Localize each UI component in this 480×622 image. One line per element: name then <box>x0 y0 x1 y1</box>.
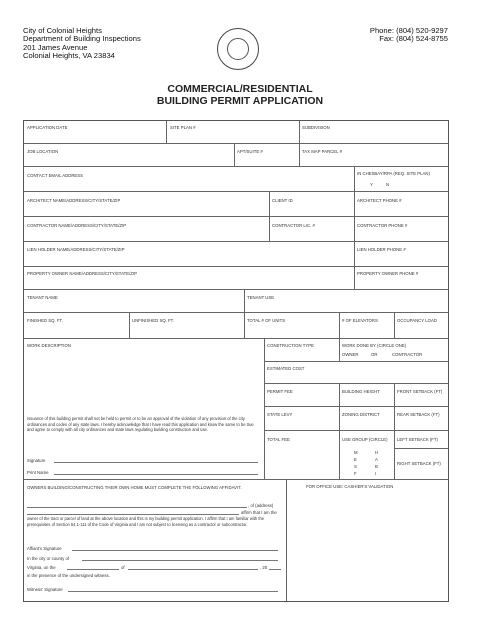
owner-label: PROPERTY OWNER NAME/ADDRESS/CITY/STATE/ZIP <box>27 271 137 276</box>
left-setback-label: LEFT SETBACK (FT) <box>397 437 438 442</box>
affidavit-heading: OWNERS BUILDING/CONSTRUCTING THEIR OWN HOME MUST COMPLETE THE FOLLOWING AFFIDAVIT. <box>27 485 242 490</box>
use-group-a[interactable]: A <box>375 457 378 462</box>
finished-sqft-label: FINISHED SQ. FT. <box>27 318 63 323</box>
department-name: Department of Building Inspections <box>23 34 141 44</box>
witness-signature-label: Witness' Signature <box>27 587 63 592</box>
contact-email-label: CONTACT EMAIL ADDRESS <box>27 173 84 178</box>
work-done-owner[interactable]: OWNER <box>342 352 359 357</box>
work-description-label: WORK DESCRIPTION <box>27 343 71 348</box>
application-date-label: APPLICATION DATE <box>27 125 68 130</box>
client-id-label: CLIENT ID <box>272 198 293 203</box>
form-title-line1: COMMERCIAL/RESIDENTIAL <box>167 83 313 95</box>
permit-fee-label: PERMIT FEE <box>267 389 293 394</box>
use-group-m[interactable]: M <box>354 450 358 455</box>
zoning-label: ZONING DISTRICT <box>342 412 380 417</box>
total-fee-label: TOTAL FEE <box>267 437 290 442</box>
street-address: 201 James Avenue <box>23 42 88 52</box>
use-group-i[interactable]: I <box>375 471 377 476</box>
front-setback-label: FRONT SETBACK (FT) <box>397 389 443 394</box>
presence-label: in the presence of the undersigned witness. <box>27 573 110 578</box>
virginia-on-label: Virginia, on the <box>27 565 56 570</box>
use-group-s[interactable]: S <box>354 464 357 469</box>
city-state-zip: Colonial Heights, VA 23834 <box>23 51 115 61</box>
city-seal-logo <box>217 28 259 70</box>
owner-phone-label: PROPERTY OWNER PHONE # <box>357 271 419 276</box>
form-title-line2: BUILDING PERMIT APPLICATION <box>156 95 324 107</box>
total-units-label: TOTAL # OF UNITS <box>247 318 286 323</box>
lien-holder-label: LIEN HOLDER NAME/ADDRESS/CITY/STATE/ZIP <box>27 247 125 252</box>
fax-number: Fax: (804) 524-8755 <box>379 34 448 44</box>
architect-phone-label: ARCHITECT PHONE # <box>357 198 402 203</box>
affirm-label: affirm that I am the <box>241 510 277 515</box>
work-done-by-label: WORK DONE BY (CIRCLE ONE) <box>342 343 407 348</box>
affidavit-address-line[interactable] <box>27 514 239 515</box>
use-group-e[interactable]: E <box>354 457 357 462</box>
permit-statement: Issuance of this building permit shall not be held to permit or to be an approval of the violation of any provision of the city ordinances and codes of any state laws. I hereby acknowledge that I have read this application and know the same to be true and agree to comply with all city ordinances and state laws regulating building construction and use. <box>27 416 254 433</box>
tax-map-label: TAX MAP PARCEL # <box>302 149 342 154</box>
tenant-name-label: TENANT NAME <box>27 295 58 300</box>
apt-suite-label: APT/SUITE # <box>237 149 263 154</box>
of-address-label: , of (address) <box>248 503 274 508</box>
unfinished-sqft-label: UNFINISHED SQ. FT. <box>132 318 175 323</box>
contact-numbers <box>370 27 448 44</box>
signature-line[interactable] <box>54 462 258 463</box>
work-done-contractor[interactable]: CONTRACTOR <box>392 352 423 357</box>
of-label: of <box>121 565 125 570</box>
subdivision-label: SUBDIVISION <box>302 125 330 130</box>
signature-label: Signature <box>27 458 46 463</box>
witness-signature-line[interactable] <box>68 591 278 592</box>
year-label: , 20 <box>260 565 268 570</box>
office-use-label: FOR OFFICE USE: CASHIER'S VALIDATION <box>306 484 394 489</box>
print-name-line[interactable] <box>54 474 258 475</box>
print-name-label: Print Name <box>27 470 49 475</box>
work-done-or: OR <box>371 352 378 357</box>
right-setback-label: RIGHT SETBACK (FT) <box>397 461 441 466</box>
use-group-h[interactable]: H <box>375 450 379 455</box>
site-plan-label: SITE PLAN # <box>170 125 196 130</box>
building-height-label: BUILDING HEIGHT <box>342 389 380 394</box>
elevators-label: # OF ELEVATORS <box>342 318 378 323</box>
use-group-b[interactable]: B <box>375 464 378 469</box>
contractor-lic-label: CONTRACTOR LIC. # <box>272 223 315 228</box>
department-address <box>23 27 141 61</box>
occupancy-label: OCCUPANCY LOAD <box>397 318 437 323</box>
affidavit-name-line[interactable] <box>27 507 247 508</box>
tenant-use-label: TENANT USE <box>247 295 275 300</box>
year-line[interactable] <box>269 569 281 570</box>
use-group-f[interactable]: F <box>354 471 357 476</box>
phone-number: Phone: (804) 520-9297 <box>369 26 448 35</box>
city-name: City of Colonial Heights <box>23 26 102 35</box>
day-line[interactable] <box>67 569 119 570</box>
city-county-label: In the city or county of <box>27 556 70 561</box>
lien-phone-label: LIEN HOLDER PHONE # <box>357 247 406 252</box>
affiant-signature-line[interactable] <box>72 550 278 551</box>
architect-label: ARCHITECT NAME/ADDRESS/CITY/STATE/ZIP <box>27 198 121 203</box>
use-group-label: USE GROUP (CIRCLE) <box>342 437 388 442</box>
state-levy-label: STATE LEVY <box>267 412 293 417</box>
city-county-line[interactable] <box>82 560 278 561</box>
job-location-label: JOB LOCATION <box>27 149 59 154</box>
estimated-cost-label: ESTIMATED COST <box>267 366 305 371</box>
affiant-signature-label: Affiant's Signature <box>27 546 62 551</box>
chesbay-yes[interactable]: Y <box>370 182 373 187</box>
chesbay-no[interactable]: N <box>386 182 390 187</box>
contractor-phone-label: CONTRACTOR PHONE # <box>357 223 408 228</box>
rear-setback-label: REAR SETBACK (FT) <box>397 412 440 417</box>
permit-form <box>23 120 449 602</box>
chesbay-label: IN CHESBAY/RPA (REQ. SITE PLAN) <box>357 171 430 176</box>
affidavit-text: owner of the tract or parcel of land at the above location and this is my building permit application. I affirm that I am familiar with the prerequisites of Section 54.1-111 of the Code of Virginia and I am not subject to licensing as a contractor or subcontractor. <box>27 516 265 527</box>
construction-type-label: CONSTRUCTION TYPE <box>267 343 314 348</box>
contractor-label: CONTRACTOR NAME/ADDRESS/CITY/STATE/ZIP <box>27 223 127 228</box>
month-line[interactable] <box>128 569 258 570</box>
